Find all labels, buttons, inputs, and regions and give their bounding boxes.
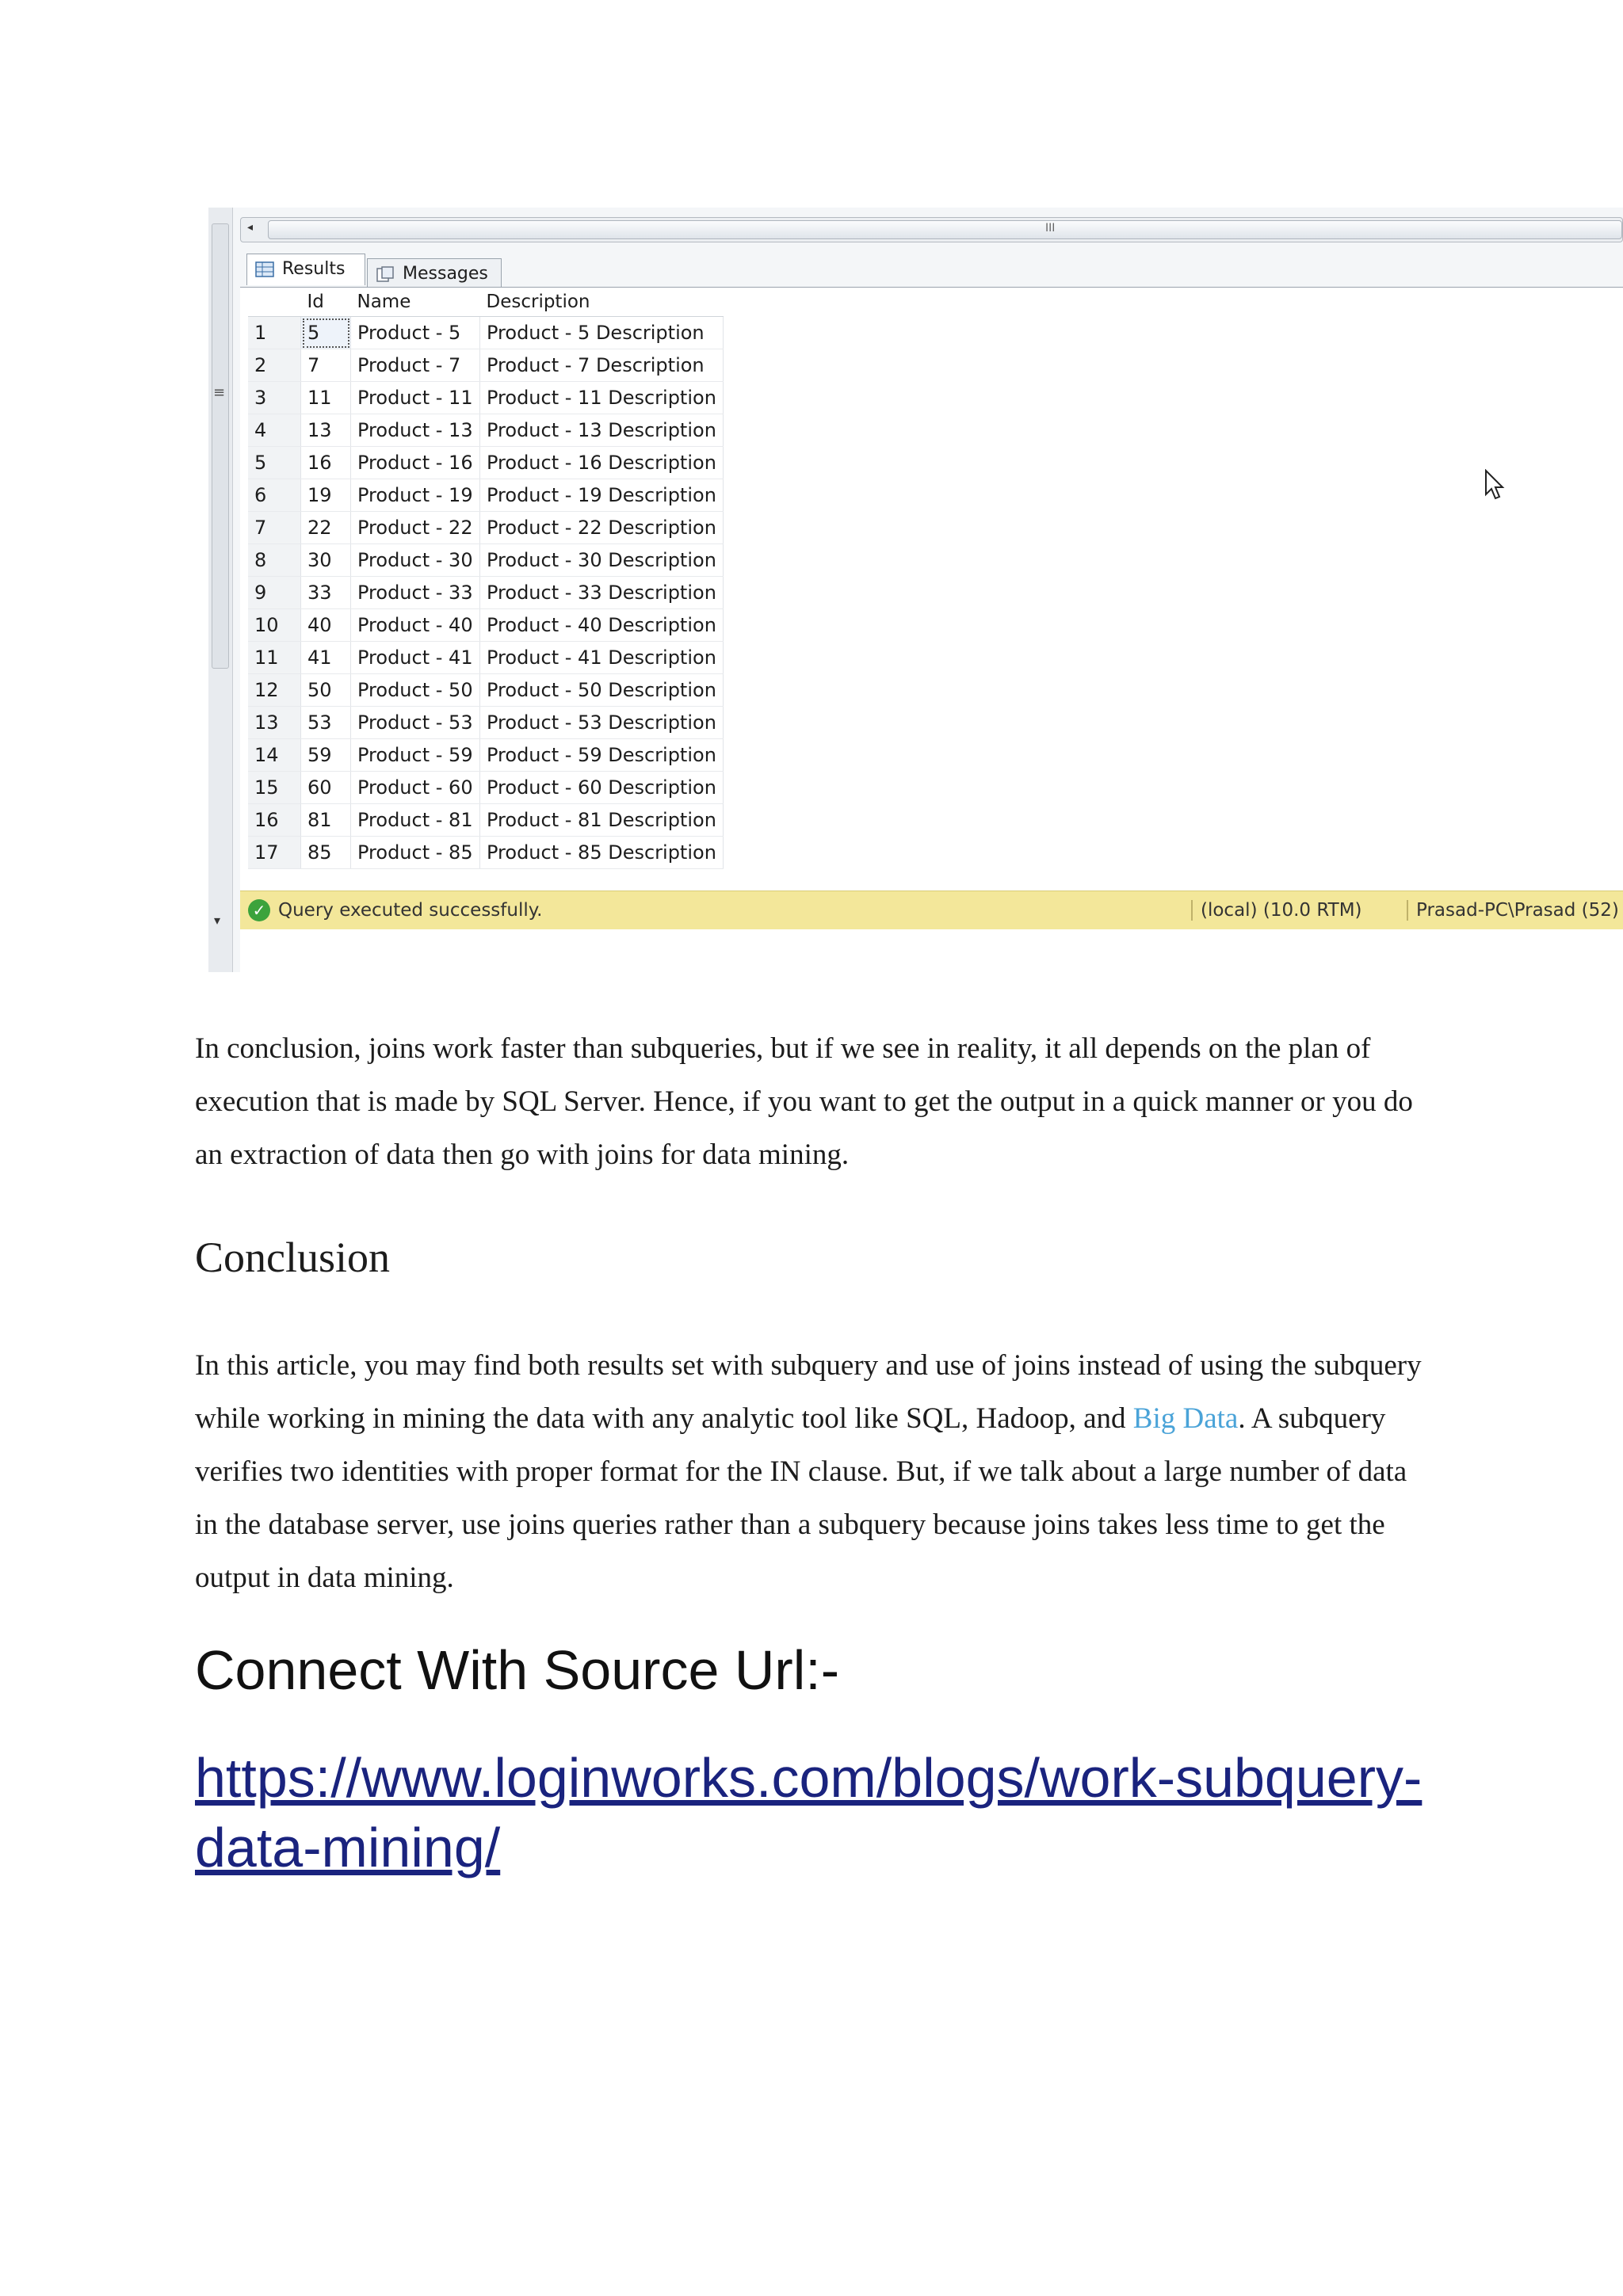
name-cell[interactable]: Product - 33 xyxy=(351,577,480,609)
row-number-cell[interactable]: 5 xyxy=(248,447,301,479)
id-cell[interactable]: 85 xyxy=(301,837,351,869)
table-row[interactable] xyxy=(248,642,723,674)
table-row[interactable] xyxy=(248,479,723,512)
row-number-cell[interactable]: 9 xyxy=(248,577,301,609)
table-row[interactable] xyxy=(248,447,723,479)
row-number-cell[interactable]: 16 xyxy=(248,804,301,837)
id-cell[interactable]: 22 xyxy=(301,512,351,544)
row-number-cell[interactable]: 11 xyxy=(248,642,301,674)
check-circle-icon: ✓ xyxy=(248,899,270,921)
name-cell[interactable]: Product - 30 xyxy=(351,544,480,577)
description-cell[interactable]: Product - 33 Description xyxy=(480,577,724,609)
table-row[interactable] xyxy=(248,707,723,739)
splitter-grip-icon[interactable]: ≡ xyxy=(213,384,226,401)
row-number-cell[interactable]: 12 xyxy=(248,674,301,707)
description-cell[interactable]: Product - 59 Description xyxy=(480,739,724,772)
table-row[interactable] xyxy=(248,512,723,544)
name-cell[interactable]: Product - 60 xyxy=(351,772,480,804)
table-row[interactable] xyxy=(248,804,723,837)
source-url-link[interactable]: https://www.loginworks.com/blogs/work-subquery-data-mining/ xyxy=(195,1747,1423,1878)
id-cell[interactable]: 13 xyxy=(301,414,351,447)
table-row[interactable] xyxy=(248,544,723,577)
row-number-cell[interactable]: 17 xyxy=(248,837,301,869)
description-cell[interactable]: Product - 50 Description xyxy=(480,674,724,707)
table-row[interactable] xyxy=(248,349,723,382)
messages-icon xyxy=(376,266,395,282)
status-message: Query executed successfully. xyxy=(278,900,543,921)
table-row[interactable] xyxy=(248,674,723,707)
description-cell[interactable]: Product - 40 Description xyxy=(480,609,724,642)
mouse-pointer-icon xyxy=(1484,469,1505,501)
id-cell[interactable]: 40 xyxy=(301,609,351,642)
name-cell[interactable]: Product - 59 xyxy=(351,739,480,772)
editor-vertical-scrollbar[interactable] xyxy=(208,208,233,972)
column-header-description[interactable]: Description xyxy=(480,288,724,317)
row-number-cell[interactable]: 7 xyxy=(248,512,301,544)
id-cell[interactable]: 19 xyxy=(301,479,351,512)
table-row[interactable] xyxy=(248,577,723,609)
vertical-scroll-thumb[interactable] xyxy=(212,223,229,669)
query-results-screenshot xyxy=(208,208,1623,972)
scroll-down-arrow-icon[interactable]: ▾ xyxy=(214,913,221,928)
row-number-cell[interactable]: 6 xyxy=(248,479,301,512)
id-cell[interactable]: 33 xyxy=(301,577,351,609)
description-cell[interactable]: Product - 81 Description xyxy=(480,804,724,837)
id-cell[interactable]: 7 xyxy=(301,349,351,382)
table-row[interactable] xyxy=(248,739,723,772)
table-row[interactable] xyxy=(248,382,723,414)
description-cell[interactable]: Product - 53 Description xyxy=(480,707,724,739)
name-cell[interactable]: Product - 13 xyxy=(351,414,480,447)
name-cell[interactable]: Product - 50 xyxy=(351,674,480,707)
name-cell[interactable]: Product - 5 xyxy=(351,317,480,349)
name-cell[interactable]: Product - 22 xyxy=(351,512,480,544)
description-cell[interactable]: Product - 11 Description xyxy=(480,382,724,414)
description-cell[interactable]: Product - 22 Description xyxy=(480,512,724,544)
id-cell[interactable]: 50 xyxy=(301,674,351,707)
scroll-thumb-grip: III xyxy=(1045,222,1056,235)
id-cell[interactable]: 60 xyxy=(301,772,351,804)
description-cell[interactable]: Product - 7 Description xyxy=(480,349,724,382)
grid-body xyxy=(248,317,723,869)
table-row[interactable] xyxy=(248,317,723,349)
id-cell[interactable]: 41 xyxy=(301,642,351,674)
id-cell[interactable]: 59 xyxy=(301,739,351,772)
name-cell[interactable]: Product - 11 xyxy=(351,382,480,414)
conclusion-text-after-link: . A subquery verifies two identities with proper format for the IN clause. But, if we talk about a large number of data in the database server, use joins queries rather than a subquery because joins takes less time to get the output in data mining. xyxy=(195,1402,1407,1594)
tab-messages[interactable] xyxy=(367,258,502,287)
tab-results[interactable] xyxy=(246,254,365,285)
row-number-cell[interactable]: 8 xyxy=(248,544,301,577)
row-number-cell[interactable]: 1 xyxy=(248,317,301,349)
row-number-cell[interactable]: 13 xyxy=(248,707,301,739)
description-cell[interactable]: Product - 41 Description xyxy=(480,642,724,674)
column-header-rownum[interactable] xyxy=(248,288,301,317)
big-data-link[interactable]: Big Data xyxy=(1132,1402,1239,1435)
name-cell[interactable]: Product - 85 xyxy=(351,837,480,869)
id-cell[interactable]: 16 xyxy=(301,447,351,479)
column-header-id[interactable]: Id xyxy=(301,288,351,317)
id-cell[interactable]: 11 xyxy=(301,382,351,414)
horizontal-scroll-thumb[interactable] xyxy=(268,220,1622,239)
tab-results-label: Results xyxy=(282,259,346,279)
column-header-name[interactable]: Name xyxy=(351,288,480,317)
row-number-cell[interactable]: 14 xyxy=(248,739,301,772)
status-server: (local) (10.0 RTM) xyxy=(1191,900,1362,921)
table-row[interactable] xyxy=(248,414,723,447)
row-number-cell[interactable]: 10 xyxy=(248,609,301,642)
description-cell[interactable]: Product - 13 Description xyxy=(480,414,724,447)
description-cell[interactable]: Product - 5 Description xyxy=(480,317,724,349)
description-cell[interactable]: Product - 16 Description xyxy=(480,447,724,479)
table-row[interactable] xyxy=(248,772,723,804)
id-cell[interactable]: 53 xyxy=(301,707,351,739)
id-cell[interactable]: 30 xyxy=(301,544,351,577)
tab-messages-label: Messages xyxy=(403,264,488,284)
name-cell[interactable]: Product - 53 xyxy=(351,707,480,739)
row-number-cell[interactable]: 4 xyxy=(248,414,301,447)
query-status-bar xyxy=(240,891,1623,929)
row-number-cell[interactable]: 2 xyxy=(248,349,301,382)
name-cell[interactable]: Product - 16 xyxy=(351,447,480,479)
table-row[interactable] xyxy=(248,837,723,869)
results-grid-area xyxy=(240,287,1623,972)
row-number-cell[interactable]: 15 xyxy=(248,772,301,804)
status-user: Prasad-PC\Prasad (52) xyxy=(1407,900,1619,921)
description-cell[interactable]: Product - 60 Description xyxy=(480,772,724,804)
conclusion-intro-paragraph: In conclusion, joins work faster than subqueries, but if we see in reality, it all depends on the plan of execution that is made by SQL Server. Hence, if you want to get the output in a quick manner or you do an extraction of data then go with joins for data mining. xyxy=(195,1032,1413,1171)
horizontal-scrollbar[interactable] xyxy=(240,217,1623,242)
conclusion-text-before-link: In this article, you may find both results set with subquery and use of joins instead of using the subquery while working in mining the data with any analytic tool like SQL, Hadoop, and xyxy=(195,1349,1422,1435)
conclusion-heading: Conclusion xyxy=(195,1234,391,1281)
description-cell[interactable]: Product - 85 Description xyxy=(480,837,724,869)
name-cell[interactable]: Product - 41 xyxy=(351,642,480,674)
row-number-cell[interactable]: 3 xyxy=(248,382,301,414)
description-cell[interactable]: Product - 30 Description xyxy=(480,544,724,577)
table-row[interactable] xyxy=(248,609,723,642)
source-url-heading: Connect With Source Url:- xyxy=(195,1639,840,1701)
results-grid xyxy=(248,288,724,869)
scroll-left-arrow-icon[interactable]: ◂ xyxy=(247,221,254,234)
name-cell[interactable]: Product - 19 xyxy=(351,479,480,512)
conclusion-paragraph xyxy=(195,1339,1431,1604)
grid-header-row xyxy=(248,288,723,317)
name-cell[interactable]: Product - 7 xyxy=(351,349,480,382)
description-cell[interactable]: Product - 19 Description xyxy=(480,479,724,512)
id-cell[interactable]: 81 xyxy=(301,804,351,837)
name-cell[interactable]: Product - 81 xyxy=(351,804,480,837)
id-cell[interactable]: 5 xyxy=(301,317,351,349)
name-cell[interactable]: Product - 40 xyxy=(351,609,480,642)
grid-icon xyxy=(255,261,274,277)
